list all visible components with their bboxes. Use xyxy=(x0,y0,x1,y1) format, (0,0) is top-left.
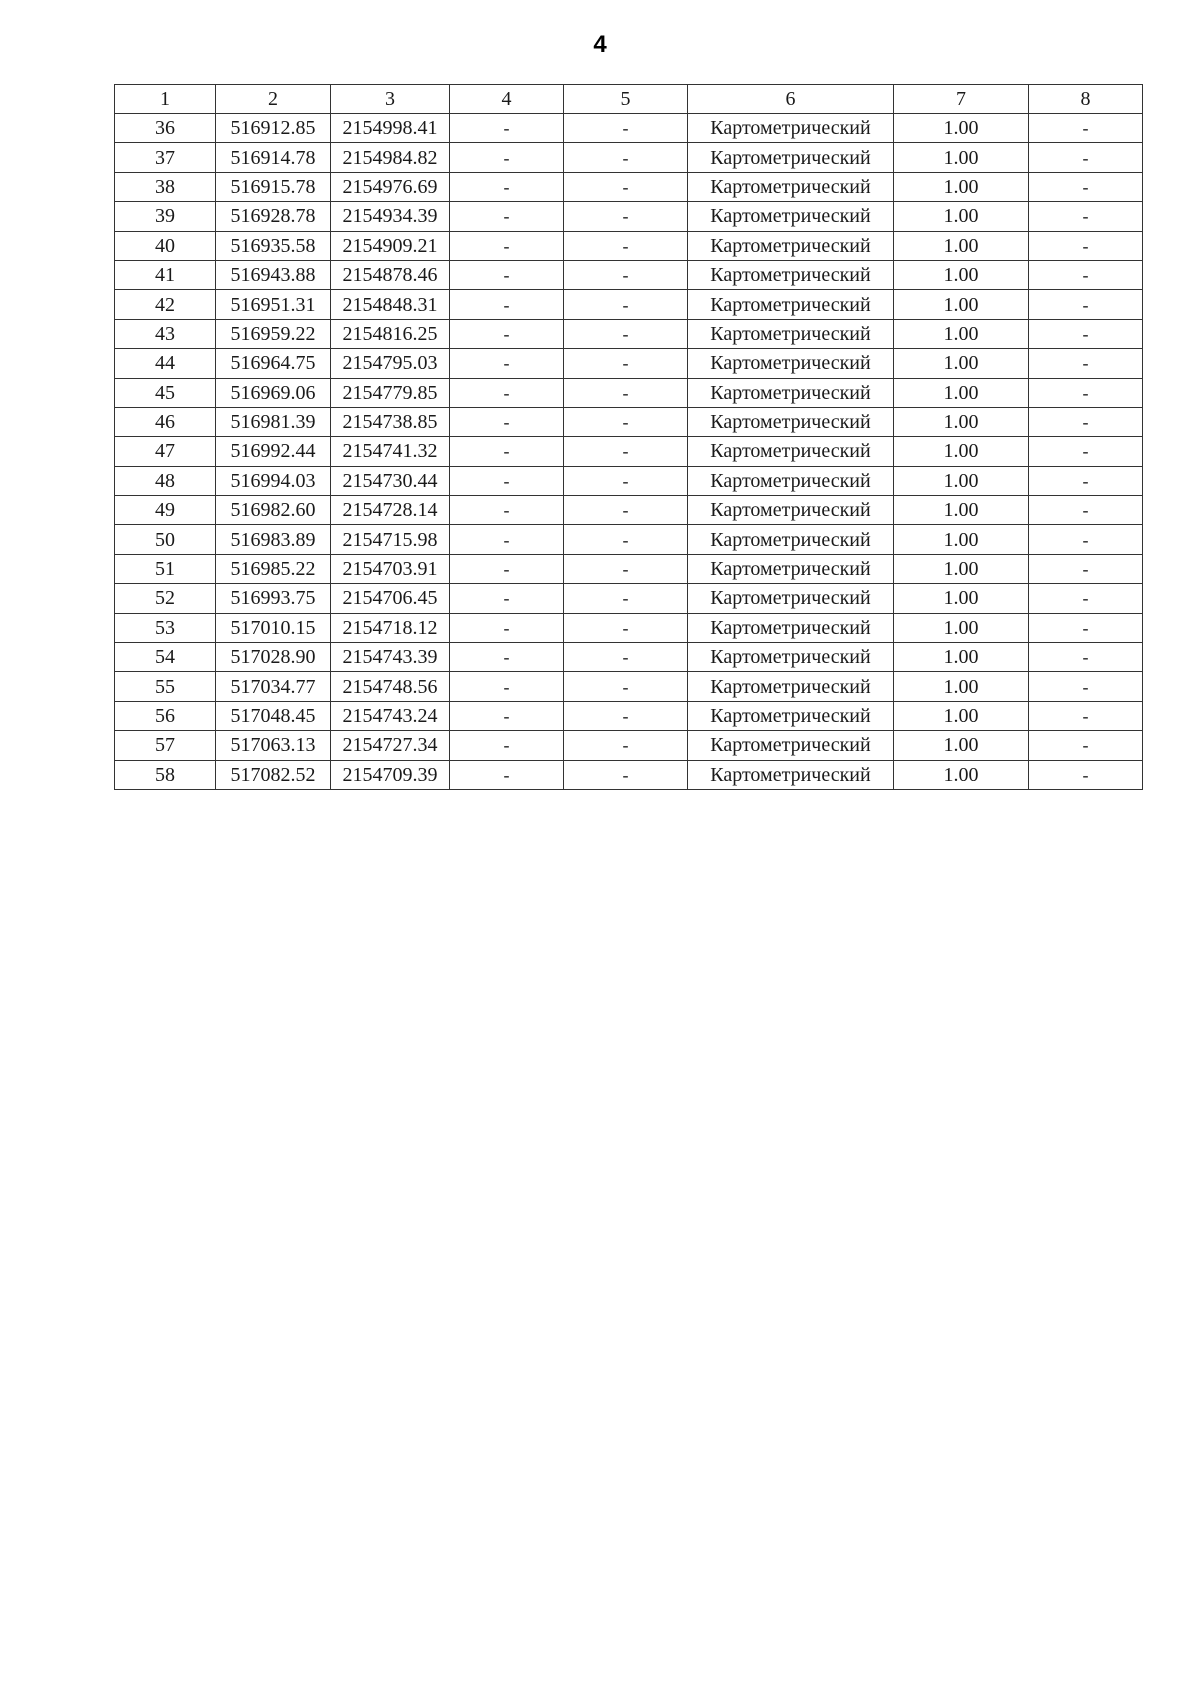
table-cell: - xyxy=(1029,231,1143,260)
table-cell: - xyxy=(450,584,564,613)
table-cell: - xyxy=(564,260,688,289)
table-cell: 2154738.85 xyxy=(331,407,450,436)
table-cell: - xyxy=(564,349,688,378)
page-number: 4 xyxy=(593,31,607,58)
table-row xyxy=(115,114,1143,143)
table-cell: Картометрический xyxy=(688,407,894,436)
table-cell: 2154779.85 xyxy=(331,378,450,407)
table-cell: - xyxy=(564,231,688,260)
table-cell: 2154934.39 xyxy=(331,202,450,231)
table-cell: - xyxy=(564,202,688,231)
table-cell: 51 xyxy=(115,554,216,583)
table-cell: Картометрический xyxy=(688,643,894,672)
table-cell: 516928.78 xyxy=(216,202,331,231)
table-cell: 516935.58 xyxy=(216,231,331,260)
table-cell: - xyxy=(564,290,688,319)
table-cell: 2154709.39 xyxy=(331,760,450,789)
table-cell: Картометрический xyxy=(688,231,894,260)
table-cell: - xyxy=(450,731,564,760)
table-body xyxy=(115,114,1143,790)
table-cell: Картометрический xyxy=(688,319,894,348)
table-cell: 517034.77 xyxy=(216,672,331,701)
table-cell: - xyxy=(1029,731,1143,760)
table-cell: - xyxy=(564,466,688,495)
table-cell: - xyxy=(1029,643,1143,672)
column-header-4: 4 xyxy=(450,85,564,114)
table-cell: 1.00 xyxy=(894,584,1029,613)
table-row xyxy=(115,437,1143,466)
table-cell: 2154743.24 xyxy=(331,701,450,730)
table-cell: - xyxy=(450,760,564,789)
table-cell: 1.00 xyxy=(894,613,1029,642)
table-cell: - xyxy=(564,114,688,143)
table-cell: Картометрический xyxy=(688,202,894,231)
table-cell: 517028.90 xyxy=(216,643,331,672)
table-cell: 1.00 xyxy=(894,260,1029,289)
table-cell: 1.00 xyxy=(894,290,1029,319)
table-row xyxy=(115,701,1143,730)
table-row xyxy=(115,202,1143,231)
table-cell: - xyxy=(1029,172,1143,201)
table-cell: - xyxy=(450,378,564,407)
table-row xyxy=(115,231,1143,260)
table-row xyxy=(115,554,1143,583)
table-cell: - xyxy=(450,496,564,525)
table-cell: - xyxy=(1029,407,1143,436)
table-cell: - xyxy=(450,613,564,642)
table-cell: 1.00 xyxy=(894,202,1029,231)
table-cell: 1.00 xyxy=(894,143,1029,172)
table-cell: 1.00 xyxy=(894,643,1029,672)
table-row xyxy=(115,290,1143,319)
table-row xyxy=(115,172,1143,201)
table-cell: - xyxy=(1029,290,1143,319)
table-cell: Картометрический xyxy=(688,613,894,642)
table-cell: 1.00 xyxy=(894,731,1029,760)
table-cell: Картометрический xyxy=(688,584,894,613)
table-cell: 517082.52 xyxy=(216,760,331,789)
table-cell: Картометрический xyxy=(688,525,894,554)
table-cell: 516964.75 xyxy=(216,349,331,378)
table-cell: Картометрический xyxy=(688,260,894,289)
table-cell: 1.00 xyxy=(894,554,1029,583)
table-cell: 46 xyxy=(115,407,216,436)
table-cell: - xyxy=(1029,672,1143,701)
table-cell: 2154743.39 xyxy=(331,643,450,672)
table-cell: 516915.78 xyxy=(216,172,331,201)
table-cell: - xyxy=(450,143,564,172)
table-cell: 2154703.91 xyxy=(331,554,450,583)
table-cell: 44 xyxy=(115,349,216,378)
table-cell: - xyxy=(450,407,564,436)
table-cell: - xyxy=(1029,437,1143,466)
table-cell: 1.00 xyxy=(894,319,1029,348)
table-cell: - xyxy=(1029,701,1143,730)
table-row xyxy=(115,643,1143,672)
table-cell: 2154730.44 xyxy=(331,466,450,495)
table-row xyxy=(115,260,1143,289)
table-cell: - xyxy=(450,554,564,583)
table-cell: 516969.06 xyxy=(216,378,331,407)
table-cell: 516983.89 xyxy=(216,525,331,554)
table-cell: - xyxy=(450,701,564,730)
table-cell: - xyxy=(564,437,688,466)
table-cell: - xyxy=(450,172,564,201)
table-row xyxy=(115,496,1143,525)
table-cell: Картометрический xyxy=(688,731,894,760)
table-cell: - xyxy=(564,613,688,642)
table-cell: 2154728.14 xyxy=(331,496,450,525)
table-cell: 39 xyxy=(115,202,216,231)
column-header-6: 6 xyxy=(688,85,894,114)
table-cell: 516981.39 xyxy=(216,407,331,436)
table-cell: Картометрический xyxy=(688,554,894,583)
table-cell: 43 xyxy=(115,319,216,348)
table-cell: 2154748.56 xyxy=(331,672,450,701)
table-cell: 54 xyxy=(115,643,216,672)
table-cell: 2154816.25 xyxy=(331,319,450,348)
table-row xyxy=(115,349,1143,378)
table-row xyxy=(115,319,1143,348)
table-cell: 2154718.12 xyxy=(331,613,450,642)
table-cell: 516959.22 xyxy=(216,319,331,348)
table-cell: - xyxy=(564,378,688,407)
table-row xyxy=(115,143,1143,172)
table-cell: 1.00 xyxy=(894,496,1029,525)
table-cell: - xyxy=(450,643,564,672)
column-header-3: 3 xyxy=(331,85,450,114)
table-cell: 47 xyxy=(115,437,216,466)
table-cell: - xyxy=(450,202,564,231)
table-row xyxy=(115,672,1143,701)
table-row xyxy=(115,584,1143,613)
table-cell: - xyxy=(1029,525,1143,554)
table-cell: 1.00 xyxy=(894,349,1029,378)
table-cell: - xyxy=(564,143,688,172)
table-cell: Картометрический xyxy=(688,466,894,495)
table-cell: 517048.45 xyxy=(216,701,331,730)
table-cell: 1.00 xyxy=(894,760,1029,789)
table-cell: Картометрический xyxy=(688,672,894,701)
column-header-1: 1 xyxy=(115,85,216,114)
table-cell: - xyxy=(564,496,688,525)
table-cell: 42 xyxy=(115,290,216,319)
table-cell: 2154706.45 xyxy=(331,584,450,613)
column-header-2: 2 xyxy=(216,85,331,114)
table-cell: - xyxy=(450,231,564,260)
table-cell: 2154741.32 xyxy=(331,437,450,466)
table-cell: - xyxy=(564,760,688,789)
table-cell: 516985.22 xyxy=(216,554,331,583)
table-cell: 1.00 xyxy=(894,231,1029,260)
table-cell: - xyxy=(450,260,564,289)
table-cell: - xyxy=(564,643,688,672)
table-cell: 2154909.21 xyxy=(331,231,450,260)
table-cell: 516912.85 xyxy=(216,114,331,143)
coordinates-table xyxy=(114,84,1143,790)
table-cell: - xyxy=(1029,466,1143,495)
table-cell: Картометрический xyxy=(688,437,894,466)
table-cell: 516994.03 xyxy=(216,466,331,495)
table-cell: Картометрический xyxy=(688,349,894,378)
table-cell: - xyxy=(1029,319,1143,348)
table-cell: Картометрический xyxy=(688,701,894,730)
table-cell: 38 xyxy=(115,172,216,201)
table-cell: 41 xyxy=(115,260,216,289)
table-cell: - xyxy=(564,731,688,760)
table-cell: 2154795.03 xyxy=(331,349,450,378)
table-row xyxy=(115,378,1143,407)
table-cell: - xyxy=(564,407,688,436)
table-cell: - xyxy=(1029,202,1143,231)
column-header-8: 8 xyxy=(1029,85,1143,114)
table-cell: - xyxy=(450,672,564,701)
table-cell: - xyxy=(1029,378,1143,407)
table-cell: - xyxy=(1029,260,1143,289)
table-cell: 1.00 xyxy=(894,672,1029,701)
table-cell: - xyxy=(1029,349,1143,378)
table-row xyxy=(115,407,1143,436)
header-row xyxy=(115,85,1143,114)
table-cell: 52 xyxy=(115,584,216,613)
table-cell: 516982.60 xyxy=(216,496,331,525)
table-cell: - xyxy=(450,290,564,319)
table-cell: 58 xyxy=(115,760,216,789)
table-cell: 57 xyxy=(115,731,216,760)
table-cell: 1.00 xyxy=(894,172,1029,201)
table-cell: 49 xyxy=(115,496,216,525)
table-cell: - xyxy=(1029,496,1143,525)
table-cell: 2154727.34 xyxy=(331,731,450,760)
table-cell: 516914.78 xyxy=(216,143,331,172)
table-cell: 50 xyxy=(115,525,216,554)
table-cell: 56 xyxy=(115,701,216,730)
table-cell: - xyxy=(1029,760,1143,789)
table-cell: 1.00 xyxy=(894,525,1029,554)
table-cell: 1.00 xyxy=(894,437,1029,466)
table-cell: 1.00 xyxy=(894,466,1029,495)
table-cell: - xyxy=(450,319,564,348)
table-cell: 2154715.98 xyxy=(331,525,450,554)
table-cell: 1.00 xyxy=(894,378,1029,407)
table-cell: - xyxy=(450,437,564,466)
table-cell: 2154984.82 xyxy=(331,143,450,172)
table-cell: - xyxy=(1029,584,1143,613)
table-cell: 516992.44 xyxy=(216,437,331,466)
table-cell: 40 xyxy=(115,231,216,260)
table-cell: - xyxy=(450,466,564,495)
table-cell: 53 xyxy=(115,613,216,642)
table-cell: 1.00 xyxy=(894,701,1029,730)
table-cell: Картометрический xyxy=(688,760,894,789)
table-cell: - xyxy=(564,319,688,348)
table-cell: - xyxy=(450,349,564,378)
table-row xyxy=(115,525,1143,554)
table-cell: - xyxy=(564,672,688,701)
table-cell: 517010.15 xyxy=(216,613,331,642)
table-cell: Картометрический xyxy=(688,378,894,407)
table-cell: 1.00 xyxy=(894,407,1029,436)
table-cell: 55 xyxy=(115,672,216,701)
table-cell: - xyxy=(564,554,688,583)
table-cell: - xyxy=(1029,143,1143,172)
table-cell: Картометрический xyxy=(688,114,894,143)
table-cell: 516993.75 xyxy=(216,584,331,613)
table-cell: 2154878.46 xyxy=(331,260,450,289)
table-cell: - xyxy=(1029,114,1143,143)
table-cell: Картометрический xyxy=(688,172,894,201)
table-cell: Картометрический xyxy=(688,143,894,172)
table-cell: 517063.13 xyxy=(216,731,331,760)
table-row xyxy=(115,731,1143,760)
table-cell: 516943.88 xyxy=(216,260,331,289)
table-cell: - xyxy=(450,525,564,554)
table-cell: 48 xyxy=(115,466,216,495)
table-row xyxy=(115,613,1143,642)
table-cell: Картометрический xyxy=(688,496,894,525)
table-cell: - xyxy=(564,584,688,613)
table-cell: 2154976.69 xyxy=(331,172,450,201)
table-cell: 516951.31 xyxy=(216,290,331,319)
table-cell: 1.00 xyxy=(894,114,1029,143)
table-cell: 2154998.41 xyxy=(331,114,450,143)
table-cell: 36 xyxy=(115,114,216,143)
table-cell: 37 xyxy=(115,143,216,172)
table-cell: - xyxy=(1029,554,1143,583)
table-cell: - xyxy=(564,172,688,201)
table-cell: - xyxy=(564,525,688,554)
table-cell: 2154848.31 xyxy=(331,290,450,319)
table-row xyxy=(115,466,1143,495)
column-header-7: 7 xyxy=(894,85,1029,114)
table-cell: - xyxy=(1029,613,1143,642)
column-header-5: 5 xyxy=(564,85,688,114)
table-row xyxy=(115,760,1143,789)
table-cell: Картометрический xyxy=(688,290,894,319)
table-cell: - xyxy=(450,114,564,143)
table-cell: - xyxy=(564,701,688,730)
table-header xyxy=(115,85,1143,114)
table-cell: 45 xyxy=(115,378,216,407)
